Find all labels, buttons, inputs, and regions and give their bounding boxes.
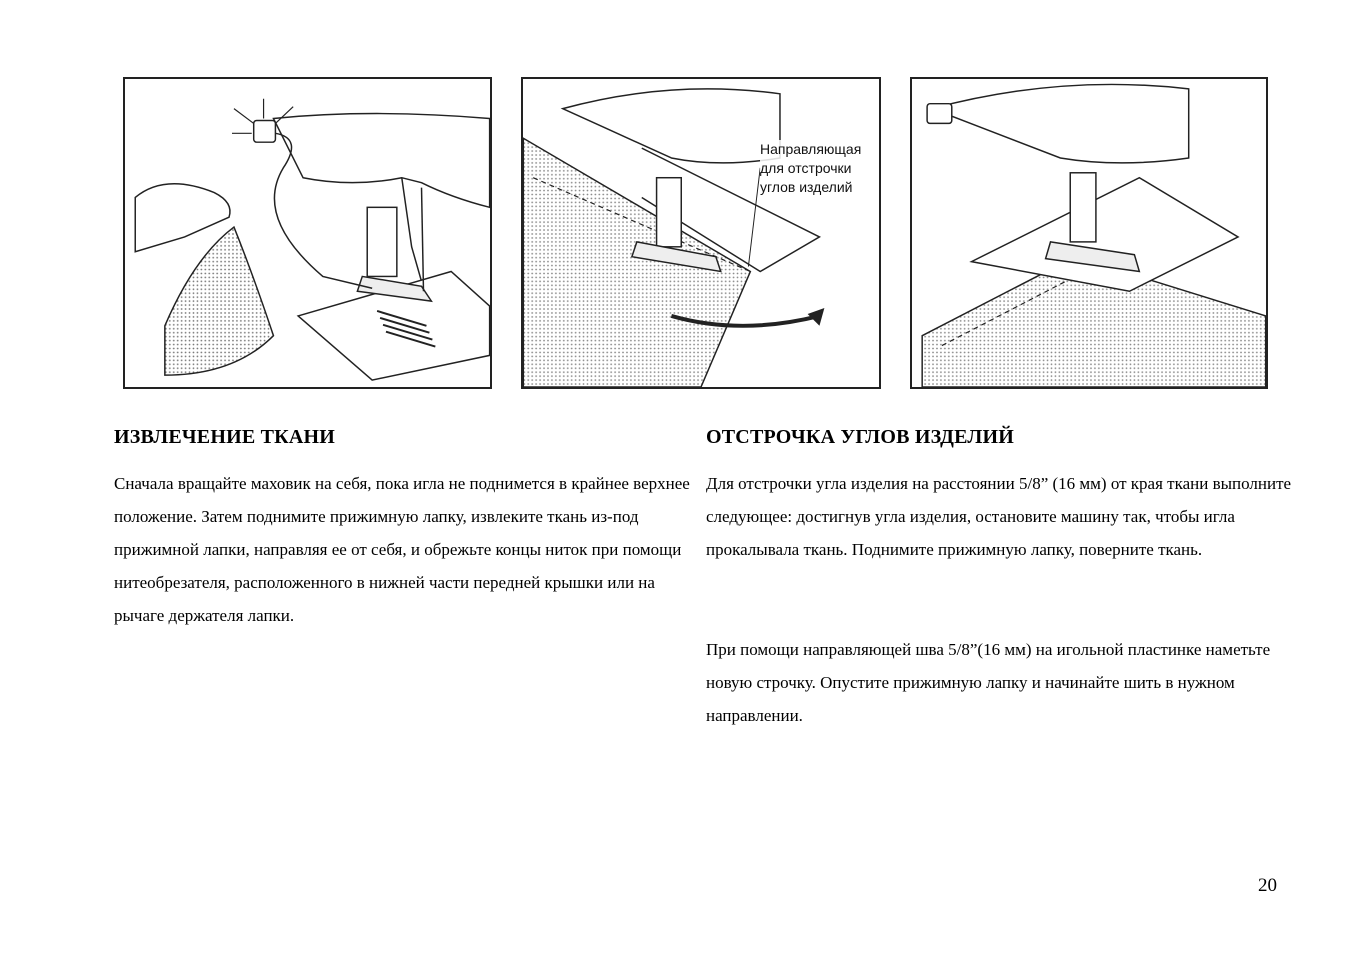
remove-fabric-drawing xyxy=(125,79,490,387)
seam-guide-label: Направляющая для отстрочки углов изделий xyxy=(760,141,862,195)
corner-stitching-paragraph-2: При помощи направляющей шва 5/8”(16 мм) на игольной пластинке наметьте новую строчку. Опустите прижимную лапку и начинайте шить в нужном направлении. xyxy=(706,640,1271,725)
illustration-remove-fabric xyxy=(123,77,492,389)
new-direction-drawing xyxy=(912,79,1266,387)
pivot-corner-drawing xyxy=(523,79,879,387)
remove-fabric-paragraph: Сначала вращайте маховик на себя, пока игла не поднимется в крайнее верхнее положение. Затем поднимите прижимную лапку, извлеките ткань из-под прижимной лапки, направляя ее от себя, и обрежьте концы ниток при помощи нитеобрезателя, расположенного в нижней части передней крышки или на рычаге держателя лапки. xyxy=(114,474,690,625)
illustration-pivot-corner xyxy=(521,77,881,389)
corner-stitching-paragraph-1: Для отстрочки угла изделия на расстоянии 5/8” (16 мм) от края ткани выполните следующее: достигнув угла изделия, остановите машину так, чтобы игла прокалывала ткань. Поднимите прижимную лапку, поверните ткань. xyxy=(706,474,1292,559)
illustration-new-direction xyxy=(910,77,1268,389)
section-title-corner-stitching: ОТСТРОЧКА УГЛОВ ИЗДЕЛИЙ xyxy=(706,426,1014,448)
section-title-remove-fabric: ИЗВЛЕЧЕНИЕ ТКАНИ xyxy=(114,426,336,448)
page-number: 20 xyxy=(1258,875,1277,896)
